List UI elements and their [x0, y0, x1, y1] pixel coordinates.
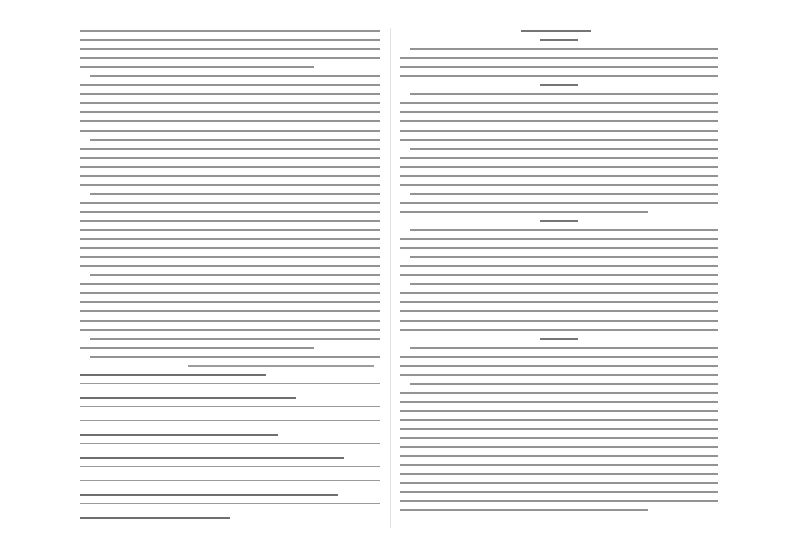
text-line	[90, 338, 380, 340]
text-line	[410, 93, 718, 95]
text-line	[90, 193, 380, 195]
text-line	[400, 365, 718, 367]
text-line	[80, 283, 380, 285]
text-line	[410, 256, 718, 258]
text-line	[80, 292, 380, 294]
text-line	[400, 111, 718, 113]
text-line	[410, 229, 718, 231]
text-line	[80, 48, 380, 50]
text-line	[80, 120, 380, 122]
text-line	[80, 175, 380, 177]
text-line	[80, 256, 380, 258]
text-line	[80, 93, 380, 95]
column-divider	[390, 28, 391, 528]
text-line	[400, 401, 718, 403]
text-line	[80, 211, 380, 213]
text-line	[80, 229, 380, 231]
answer-line[interactable]	[80, 480, 380, 481]
section-heading-line	[80, 517, 230, 519]
text-line	[400, 265, 718, 267]
text-line	[80, 329, 380, 331]
text-line	[400, 247, 718, 249]
text-line	[400, 57, 718, 59]
section-heading-line	[540, 84, 578, 86]
text-line	[400, 139, 718, 141]
text-line	[400, 455, 718, 457]
text-line	[80, 347, 314, 349]
text-line	[400, 292, 718, 294]
text-line	[80, 310, 380, 312]
text-line	[400, 473, 718, 475]
text-line	[400, 120, 718, 122]
text-line	[400, 102, 718, 104]
article-text	[400, 30, 718, 511]
text-line	[80, 148, 380, 150]
article-title-line	[521, 30, 591, 32]
text-line	[80, 30, 380, 32]
text-line	[80, 184, 380, 186]
text-line	[80, 265, 380, 267]
text-line	[400, 464, 718, 466]
reading-passage	[80, 30, 380, 367]
text-line	[400, 410, 718, 412]
text-line	[400, 75, 718, 77]
text-line	[400, 202, 718, 204]
text-line	[80, 166, 380, 168]
text-line	[400, 166, 718, 168]
text-line	[400, 320, 718, 322]
text-line	[400, 310, 718, 312]
text-line	[80, 238, 380, 240]
text-line	[400, 329, 718, 331]
text-line	[80, 84, 380, 86]
text-line	[90, 139, 380, 141]
text-line	[90, 75, 380, 77]
text-line	[400, 157, 718, 159]
text-line	[400, 175, 718, 177]
text-line	[410, 48, 718, 50]
question-list	[80, 374, 380, 519]
text-line	[80, 102, 380, 104]
text-line	[400, 509, 648, 511]
right-column	[400, 30, 718, 535]
section-heading-line	[540, 220, 578, 222]
text-line	[80, 157, 380, 159]
answer-line[interactable]	[80, 383, 380, 384]
text-line	[400, 356, 718, 358]
text-line	[400, 274, 718, 276]
question-line	[80, 397, 296, 399]
article-author-line	[540, 39, 578, 41]
section-heading-line	[540, 338, 578, 340]
text-line	[400, 238, 718, 240]
text-line	[400, 130, 718, 132]
answer-line[interactable]	[80, 503, 380, 504]
answer-line[interactable]	[80, 420, 380, 421]
text-line	[90, 274, 380, 276]
text-line	[90, 356, 380, 358]
text-line	[400, 482, 718, 484]
question-line	[80, 374, 266, 376]
text-line	[400, 437, 718, 439]
text-line	[400, 184, 718, 186]
text-line	[410, 383, 718, 385]
text-line	[400, 211, 648, 213]
text-line	[410, 148, 718, 150]
text-line	[80, 57, 380, 59]
text-line	[80, 39, 380, 41]
text-line	[400, 428, 718, 430]
answer-line[interactable]	[80, 443, 380, 444]
text-line	[400, 374, 718, 376]
text-line	[80, 66, 314, 68]
text-line	[80, 111, 380, 113]
text-line	[400, 66, 718, 68]
text-line	[410, 193, 718, 195]
question-line	[80, 457, 344, 459]
text-line	[400, 446, 718, 448]
text-line	[80, 247, 380, 249]
question-line	[80, 434, 278, 436]
text-line	[80, 202, 380, 204]
text-line	[400, 491, 718, 493]
text-line	[80, 320, 380, 322]
text-line	[410, 347, 718, 349]
text-line	[80, 301, 380, 303]
left-column	[80, 30, 380, 535]
text-line	[80, 220, 380, 222]
text-line	[80, 130, 380, 132]
text-line	[410, 283, 718, 285]
passage-source-line	[188, 365, 374, 367]
answer-line[interactable]	[80, 466, 380, 467]
text-line	[400, 392, 718, 394]
text-line	[400, 500, 718, 502]
question-line	[80, 494, 338, 496]
text-line	[400, 419, 718, 421]
text-line	[400, 301, 718, 303]
answer-line[interactable]	[80, 406, 380, 407]
